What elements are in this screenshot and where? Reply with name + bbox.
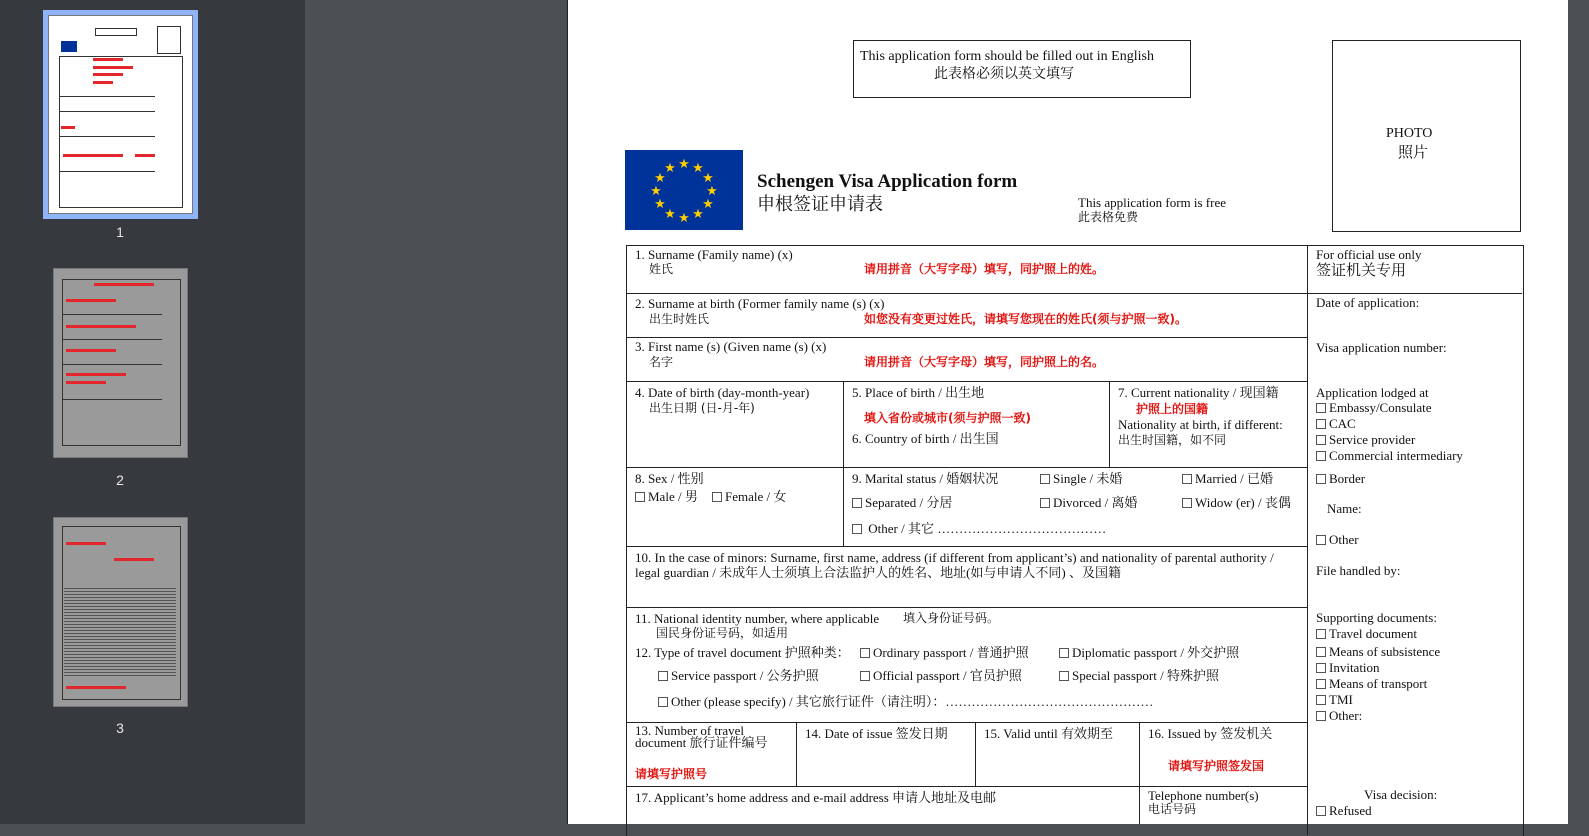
document-page [567,0,1568,824]
field-3-label-cn: 名字 [649,355,674,369]
field-1-hint[interactable]: 请用拼音（大写字母）填写，同护照上的姓。 [864,262,1105,276]
field-7-birth-nationality-cn: 出生时国籍，如不同 [1118,433,1227,447]
page-thumbnail-3[interactable] [53,517,188,707]
marital-separated-option[interactable]: Separated / 分居 [852,495,952,510]
thumbnail-number-1: 1 [116,224,124,240]
thumbnail-number-3: 3 [116,720,124,736]
page-thumbnail-2[interactable] [53,268,188,458]
checkbox-icon[interactable] [1040,474,1050,484]
lodged-border-option[interactable]: Border [1316,471,1365,486]
field-2-hint[interactable]: 如您没有变更过姓氏，请填写您现在的姓氏(须与护照一致)。 [864,312,1187,326]
thumbnail-number-2: 2 [116,472,124,488]
passport-diplomatic-option[interactable]: Diplomatic passport / 外交护照 [1059,645,1239,660]
field-12-label: 12. Type of travel document 护照种类： [635,645,850,660]
checkbox-icon[interactable] [712,492,722,502]
field-10-label: 10. In the case of minors: Surname, first name, address (if different from applicant’s) and nationality of parental authority / [635,550,1274,565]
checkbox-icon[interactable] [852,498,862,508]
checkbox-icon[interactable] [1316,679,1326,689]
passport-official-option[interactable]: Official passport / 官员护照 [860,668,1022,683]
checkbox-icon[interactable] [1316,629,1326,639]
passport-special-option[interactable]: Special passport / 特殊护照 [1059,668,1219,683]
svg-text:★: ★ [664,207,676,222]
field-5-label: 5. Place of birth / 出生地 [852,385,985,400]
checkbox-icon[interactable] [1059,648,1069,658]
visa-application-number-label: Visa application number: [1316,340,1447,355]
svg-text:★: ★ [692,207,704,222]
telephone-label-cn: 电话号码 [1148,802,1197,816]
field-14-label: 14. Date of issue 签发日期 [805,726,948,741]
field-7-label: 7. Current nationality / 现国籍 [1118,385,1279,400]
doc-tmi-option[interactable]: TMI [1316,692,1353,707]
photo-label-cn: 照片 [1398,143,1429,161]
checkbox-icon[interactable] [1040,498,1050,508]
checkbox-icon[interactable] [1316,419,1326,429]
application-lodged-label: Application lodged at [1316,385,1429,400]
checkbox-icon[interactable] [635,492,645,502]
sex-female-option[interactable]: Female / 女 [712,489,786,504]
lodged-service-provider-option[interactable]: Service provider [1316,432,1415,447]
official-name-label: Name: [1327,501,1362,516]
visa-decision-label: Visa decision: [1364,787,1438,802]
official-use-title: For official use only [1316,247,1422,262]
marital-divorced-option[interactable]: Divorced / 离婚 [1040,495,1137,510]
english-notice-en: This application form should be filled out in English [860,49,1154,64]
photo-box [1332,40,1521,232]
field-11-label: 11. National identity number, where applicable [635,611,880,626]
english-notice-box [853,40,1191,98]
field-17-label: 17. Applicant’s home address and e-mail address 申请人地址及电邮 [635,790,997,805]
doc-travel-option[interactable]: Travel document [1316,626,1417,641]
checkbox-icon[interactable] [1059,671,1069,681]
checkbox-icon[interactable] [1316,535,1326,545]
checkbox-icon[interactable] [658,697,668,707]
field-4-label: 4. Date of birth (day-month-year) [635,385,810,400]
marital-other-option[interactable]: Other / 其它 ………………………………… [852,521,1106,536]
field-10-label-cn: legal guardian / 未成年人士须填上合法监护人的姓名、地址(如与申请人不同) 、及国籍 [635,565,1122,580]
photo-label-en: PHOTO [1386,126,1433,141]
checkbox-icon[interactable] [852,524,862,534]
svg-text:★: ★ [678,211,690,226]
lodged-other-option[interactable]: Other [1316,532,1359,547]
field-3-label: 3. First name (s) (Given name (s) (x) [635,339,827,354]
checkbox-icon[interactable] [1316,806,1326,816]
field-9-label: 9. Marital status / 婚姻状况 [852,471,999,486]
field-16-hint[interactable]: 请填写护照签发国 [1168,759,1265,773]
marital-widow-option[interactable]: Widow (er) / 丧偶 [1182,495,1291,510]
marital-single-option[interactable]: Single / 未婚 [1040,471,1122,486]
eu-flag-logo [625,150,743,230]
form-title-en: Schengen Visa Application form [757,171,1018,192]
field-13-label-cn: document 旅行证件编号 [635,735,768,750]
english-notice-cn: 此表格必须以英文填写 [934,66,1074,82]
free-note-en: This application form is free [1078,195,1227,210]
field-1-label-cn: 姓氏 [649,262,674,276]
field-16-label: 16. Issued by 签发机关 [1148,726,1273,741]
checkbox-icon[interactable] [1316,474,1326,484]
svg-text:★: ★ [706,184,718,199]
field-2-label-cn: 出生时姓氏 [649,312,710,326]
field-7-hint[interactable]: 护照上的国籍 [1136,402,1209,416]
passport-other-option[interactable]: Other (please specify) / 其它旅行证件（请注明）：………………………………………… [658,694,1153,709]
svg-text:★: ★ [692,161,704,176]
field-8-label: 8. Sex / 性别 [635,471,704,486]
svg-text:★: ★ [702,197,714,212]
lodged-embassy-option[interactable]: Embassy/Consulate [1316,400,1432,415]
field-11-hint[interactable]: 填入身份证号码。 [903,611,1000,625]
official-use-title-cn: 签证机关专用 [1316,261,1407,279]
lodged-cac-option[interactable]: CAC [1316,416,1356,431]
checkbox-icon[interactable] [658,671,668,681]
checkbox-icon[interactable] [1182,498,1192,508]
checkbox-icon[interactable] [1316,695,1326,705]
passport-service-option[interactable]: Service passport / 公务护照 [658,668,819,683]
passport-ordinary-option[interactable]: Ordinary passport / 普通护照 [860,645,1029,660]
telephone-label: Telephone number(s) [1148,788,1259,803]
eu-stars-icon [625,150,743,230]
field-3-hint[interactable]: 请用拼音（大写字母）填写，同护照上的名。 [864,355,1105,369]
doc-invitation-option[interactable]: Invitation [1316,660,1380,675]
date-of-application-label: Date of application: [1316,295,1420,310]
document-viewer[interactable] [305,0,1589,824]
svg-text:★: ★ [654,171,666,186]
field-15-label: 15. Valid until 有效期至 [984,726,1114,741]
doc-other-option[interactable]: Other: [1316,708,1362,723]
field-6-label: 6. Country of birth / 出生国 [852,431,999,446]
field-7-birth-nationality: Nationality at birth, if different: [1118,417,1283,432]
checkbox-icon[interactable] [1316,451,1326,461]
doc-subsistence-option[interactable]: Means of subsistence [1316,644,1440,659]
svg-text:★: ★ [664,161,676,176]
file-handled-label: File handled by: [1316,563,1401,578]
page-thumbnail-1[interactable] [48,15,193,214]
marital-married-option[interactable]: Married / 已婚 [1182,471,1273,486]
field-5-hint[interactable]: 填入省份或城市(须与护照一致) [864,411,1031,425]
checkbox-icon[interactable] [1316,403,1326,413]
svg-text:★: ★ [650,184,662,199]
field-13-hint[interactable]: 请填写护照号 [635,767,708,781]
checkbox-icon[interactable] [860,648,870,658]
field-4-label-cn: 出生日期 (日-月-年) [649,401,755,415]
checkbox-icon[interactable] [860,671,870,681]
doc-transport-option[interactable]: Means of transport [1316,676,1427,691]
field-13-label: 13. Number of travel [635,723,745,738]
thumbnail-sidebar [0,0,305,824]
field-11-label-cn: 国民身份证号码，如适用 [656,626,789,640]
supporting-documents-label: Supporting documents: [1316,610,1437,625]
thumb-eu-flag [61,41,77,52]
svg-text:★: ★ [702,171,714,186]
lodged-commercial-option[interactable]: Commercial intermediary [1316,448,1463,463]
checkbox-icon[interactable] [1316,647,1326,657]
form-title-cn: 申根签证申请表 [757,194,883,215]
free-note-cn: 此表格免费 [1078,210,1139,224]
checkbox-icon[interactable] [1316,711,1326,721]
decision-refused-option[interactable]: Refused [1316,803,1372,818]
checkbox-icon[interactable] [1316,435,1326,445]
svg-text:★: ★ [678,157,690,172]
svg-text:★: ★ [654,197,666,212]
checkbox-icon[interactable] [1182,474,1192,484]
checkbox-icon[interactable] [1316,663,1326,673]
sex-male-option[interactable]: Male / 男 [635,489,698,504]
field-1-label: 1. Surname (Family name) (x) [635,247,793,262]
field-2-label: 2. Surname at birth (Former family name (s) (x) [635,296,885,311]
